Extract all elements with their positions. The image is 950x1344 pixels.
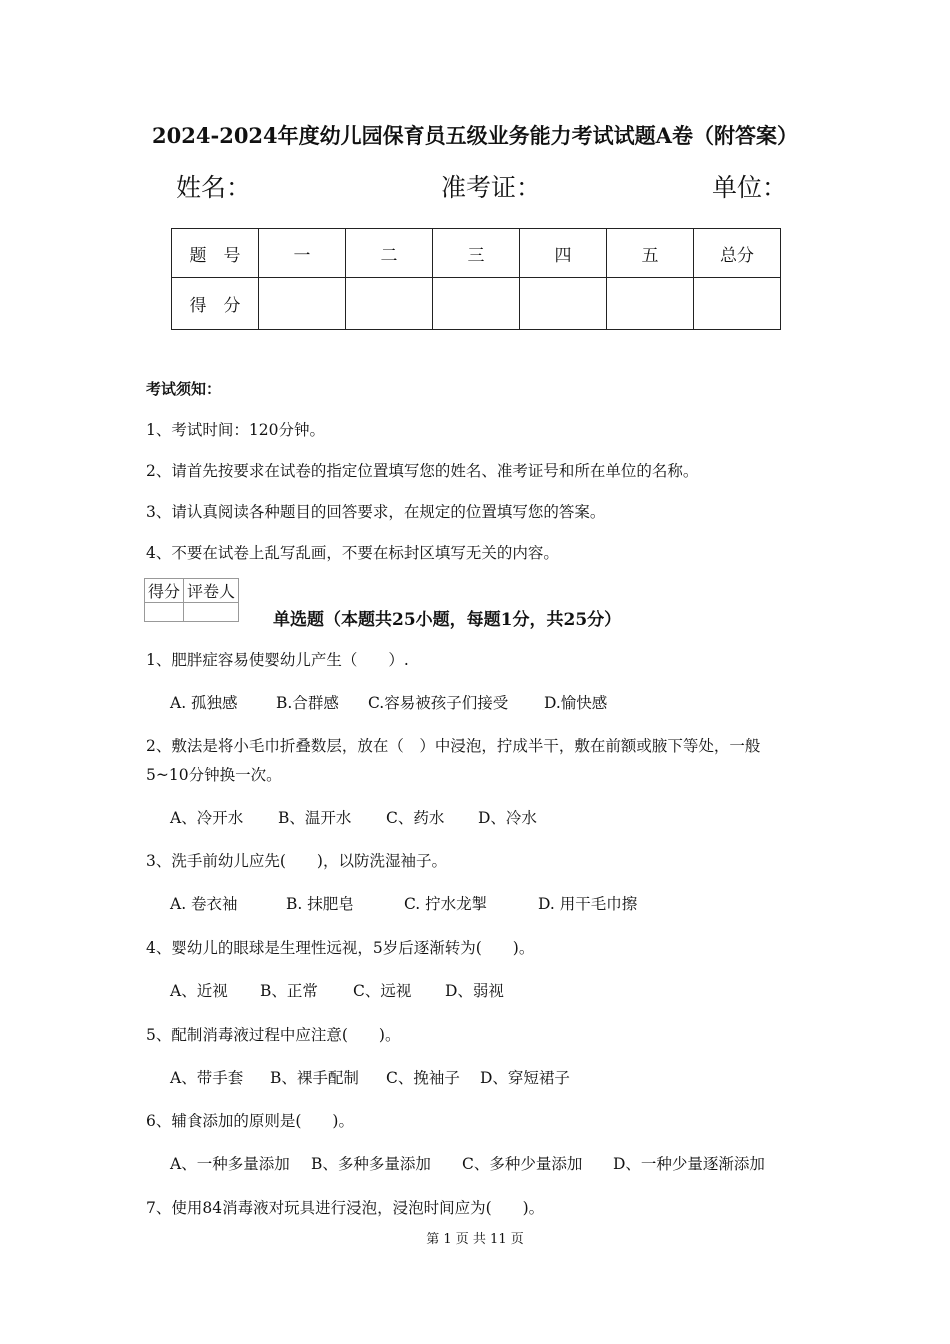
question-number-label: 题 号 — [172, 229, 259, 278]
score-cell[interactable] — [433, 278, 520, 330]
page-footer: 第 1 页 共 11 页 — [426, 1232, 524, 1247]
option[interactable]: C、远视 — [353, 982, 412, 1000]
grader-header-row — [145, 579, 239, 603]
option[interactable]: B、正常 — [260, 982, 318, 1000]
notice-item: 3、请认真阅读各种题目的回答要求，在规定的位置填写您的答案。 — [146, 503, 606, 521]
score-cell[interactable] — [520, 278, 607, 330]
question-stem: 1、肥胖症容易使婴幼儿产生（ ）. — [146, 651, 409, 669]
option[interactable]: D、冷水 — [478, 809, 537, 827]
grader-reviewer-label: 评卷人 — [184, 579, 239, 603]
score-col-2: 二 — [346, 229, 433, 278]
page-title: 2024-2024年度幼儿园保育员五级业务能力考试试题A卷（附答案） — [152, 123, 798, 148]
question-options — [170, 979, 504, 1001]
option[interactable]: D.愉快感 — [544, 694, 608, 712]
option[interactable]: D、一种少量逐渐添加 — [613, 1155, 765, 1173]
option[interactable]: D. 用干毛巾擦 — [538, 895, 638, 913]
section-heading: 单选题（本题共25小题，每题1分，共25分） — [273, 610, 622, 630]
option[interactable]: A、一种多量添加 — [170, 1155, 290, 1173]
question-stem-continued: 5~10分钟换一次。 — [146, 766, 282, 784]
question-options — [170, 892, 637, 914]
score-cell[interactable] — [607, 278, 694, 330]
question-stem: 7、使用84消毒液对玩具进行浸泡，浸泡时间应为( )。 — [146, 1199, 545, 1217]
question-stem: 2、敷法是将小毛巾折叠数层，放在（ ）中浸泡，拧成半干，敷在前额或腋下等处，一般 — [146, 737, 761, 755]
option[interactable]: A. 孤独感 — [170, 694, 238, 712]
grader-table — [144, 578, 239, 622]
option[interactable]: C. 拧水龙掣 — [404, 895, 488, 913]
option[interactable]: A、近视 — [170, 982, 228, 1000]
grader-input-row — [145, 603, 239, 622]
score-table-header-row — [172, 229, 781, 278]
option[interactable]: A、带手套 — [170, 1069, 244, 1087]
option[interactable]: D、弱视 — [445, 982, 504, 1000]
option[interactable]: B.合群感 — [276, 694, 339, 712]
exam-id-label: 准考证： — [441, 173, 542, 202]
option[interactable]: B、温开水 — [278, 809, 352, 827]
question-stem: 6、辅食添加的原则是( )。 — [146, 1112, 354, 1130]
option[interactable]: B. 抹肥皂 — [286, 895, 354, 913]
question-options — [170, 1152, 765, 1174]
grader-score-cell[interactable] — [145, 603, 184, 622]
option[interactable]: D、穿短裙子 — [480, 1069, 570, 1087]
score-col-5: 五 — [607, 229, 694, 278]
score-col-1: 一 — [259, 229, 346, 278]
notice-item: 1、考试时间：120分钟。 — [146, 421, 325, 439]
score-col-total: 总分 — [694, 229, 781, 278]
question-options — [170, 1066, 570, 1088]
question-options — [170, 806, 537, 828]
score-col-3: 三 — [433, 229, 520, 278]
score-table-score-row — [172, 278, 781, 330]
option[interactable]: C、多种少量添加 — [462, 1155, 583, 1173]
grader-score-label: 得分 — [145, 579, 184, 603]
question-options — [170, 691, 607, 713]
grader-reviewer-cell[interactable] — [184, 603, 239, 622]
notice-heading: 考试须知： — [146, 380, 222, 398]
name-label: 姓名： — [176, 173, 252, 202]
candidate-info-row — [0, 168, 950, 204]
score-col-4: 四 — [520, 229, 607, 278]
question-stem: 5、配制消毒液过程中应注意( )。 — [146, 1026, 401, 1044]
option[interactable]: A、冷开水 — [170, 809, 244, 827]
option[interactable]: C、药水 — [386, 809, 445, 827]
option[interactable]: B、裸手配制 — [270, 1069, 359, 1087]
score-label: 得 分 — [172, 278, 259, 330]
option[interactable]: A. 卷衣袖 — [170, 895, 238, 913]
score-cell[interactable] — [346, 278, 433, 330]
score-table — [171, 228, 781, 330]
option[interactable]: B、多种多量添加 — [311, 1155, 431, 1173]
unit-label: 单位： — [712, 173, 788, 202]
option[interactable]: C、挽袖子 — [386, 1069, 460, 1087]
notice-item: 2、请首先按要求在试卷的指定位置填写您的姓名、准考证号和所在单位的名称。 — [146, 462, 699, 480]
notice-item: 4、不要在试卷上乱写乱画，不要在标封区填写无关的内容。 — [146, 544, 559, 562]
score-cell[interactable] — [694, 278, 781, 330]
question-stem: 4、婴幼儿的眼球是生理性远视，5岁后逐渐转为( )。 — [146, 939, 535, 957]
question-stem: 3、洗手前幼儿应先( )，以防洗湿袖子。 — [146, 852, 447, 870]
score-cell[interactable] — [259, 278, 346, 330]
option[interactable]: C.容易被孩子们接受 — [368, 694, 509, 712]
